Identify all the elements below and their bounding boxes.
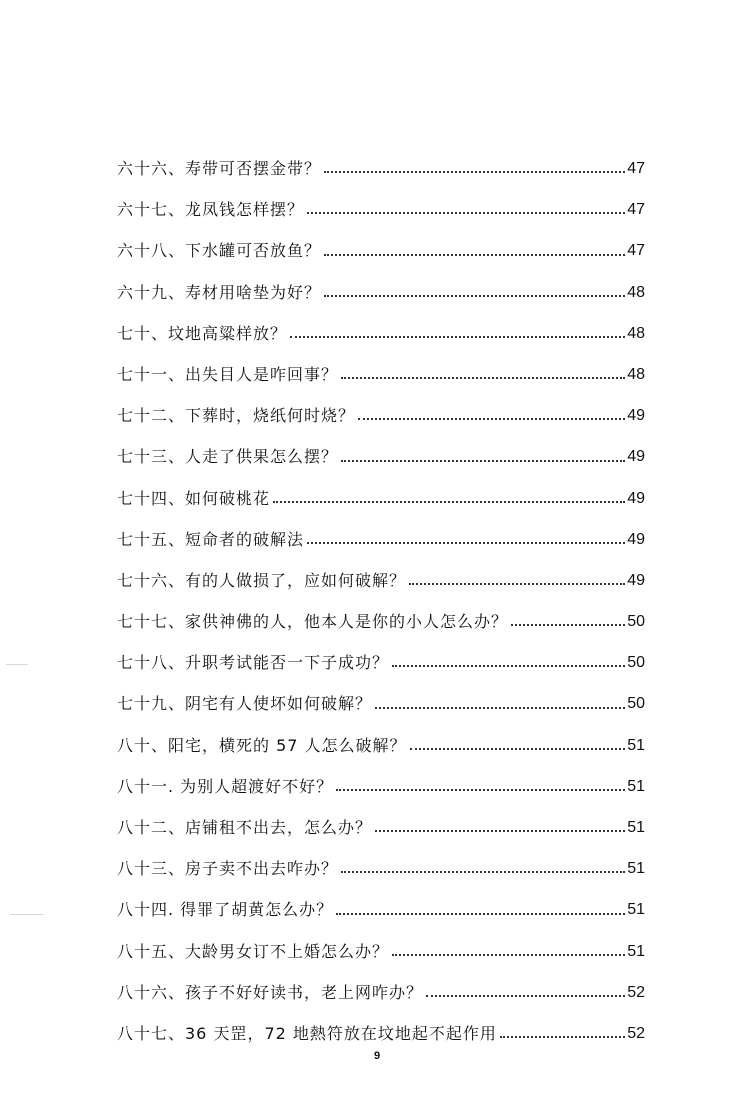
toc-entry-page: 48 [627,324,645,342]
toc-entry-title: 七十一、出失目人是咋回事？ [117,364,339,384]
toc-entry-title: 八十七、36 天罡，72 地熱符放在坟地起不起作用 [117,1023,497,1043]
toc-entry[interactable] [117,425,645,466]
toc-entry-page: 50 [627,654,645,672]
toc-entry[interactable] [117,137,645,178]
toc-entry-title: 八十二、店铺租不出去，怎么办？ [117,818,373,837]
toc-entry-page: 52 [627,1024,645,1042]
toc-entry-title: 八十五、大龄男女订不上婚怎么办？ [117,941,390,961]
dot-leader [336,913,625,915]
toc-entry-title: 六十六、寿带可否摆金带？ [117,159,322,178]
toc-entry[interactable] [117,508,645,549]
dot-leader [375,707,625,709]
toc-entry-title: 六十九、寿材用啥垫为好？ [117,282,322,302]
toc-entry-title: 七十三、人走了供果怎么摆？ [117,447,339,467]
toc-entry-page: 50 [627,613,645,631]
toc-entry-page: 52 [627,983,645,1001]
toc-entry-title: 七十二、下葬时，烧纸何时烧？ [117,406,356,426]
toc-entry[interactable] [117,343,645,384]
toc-entry-title: 七十八、升职考试能否一下子成功？ [117,653,390,673]
toc-entry[interactable] [117,219,645,260]
dot-leader [341,377,625,379]
toc-entry-page: 47 [627,242,645,260]
toc-entry-title: 七十七、家供神佛的人，他本人是你的小人怎么办？ [117,612,509,632]
toc-entry[interactable] [117,672,645,713]
dot-leader [409,583,625,585]
toc-entry[interactable] [117,549,645,590]
toc-entry-page: 49 [627,407,645,425]
dot-leader [273,501,625,503]
scan-mark [6,664,28,665]
toc-entry[interactable] [117,796,645,837]
dot-leader [392,665,625,667]
dot-leader [324,254,625,256]
dot-leader [375,830,625,832]
toc-entry-title: 八十四. 得罪了胡黄怎么办？ [117,900,334,920]
toc-entry[interactable] [117,714,645,755]
toc-entry-title: 七十四、如何破桃花 [117,488,271,508]
toc-entry-page: 49 [627,571,645,589]
toc-entry-page: 51 [627,777,645,795]
toc-entry-title: 八十、阳宅，横死的 57 人怎么破解？ [117,735,407,755]
toc-entry[interactable] [117,178,645,219]
toc-entry-title: 七十五、短命者的破解法 [117,529,305,549]
page-number: 9 [373,1050,381,1062]
toc-entry-page: 47 [627,201,645,219]
toc-entry-page: 47 [627,160,645,177]
toc-entry-title: 七十九、阴宅有人使坏如何破解？ [117,694,373,714]
dot-leader [426,995,625,997]
toc-entry-page: 48 [627,283,645,301]
scan-mark [10,914,44,915]
toc-entry-page: 50 [627,695,645,713]
dot-leader [324,295,625,297]
toc-entry-page: 48 [627,365,645,383]
dot-leader [341,871,625,873]
toc-entry-title: 七十六、有的人做损了，应如何破解？ [117,570,407,590]
dot-leader [500,1036,625,1038]
table-of-contents [117,137,645,1043]
dot-leader [324,171,625,173]
toc-entry-title: 八十三、房子卖不出去咋办？ [117,859,339,879]
dot-leader [307,542,625,544]
toc-entry-page: 51 [627,736,645,754]
toc-entry[interactable] [117,878,645,919]
toc-entry-title: 六十七、龙凤钱怎样摆？ [117,200,305,220]
dot-leader [410,748,626,750]
toc-entry[interactable] [117,837,645,878]
toc-entry-page: 51 [627,901,645,919]
toc-entry-title: 六十八、下水罐可否放鱼？ [117,241,322,261]
toc-entry-title: 八十一. 为别人超渡好不好？ [117,776,334,796]
dot-leader [336,789,625,791]
toc-entry[interactable] [117,920,645,961]
toc-entry[interactable] [117,384,645,425]
toc-entry-page: 51 [627,819,645,836]
dot-leader [307,212,625,214]
dot-leader [511,624,625,626]
toc-entry-title: 七十、坟地高粱样放？ [117,323,288,343]
dot-leader [341,460,625,462]
toc-entry[interactable] [117,302,645,343]
toc-entry[interactable] [117,261,645,302]
toc-entry-page: 49 [627,489,645,507]
toc-entry[interactable] [117,961,645,1002]
toc-entry-page: 51 [627,860,645,878]
toc-entry[interactable] [117,467,645,508]
toc-entry[interactable] [117,755,645,796]
dot-leader [392,954,625,956]
dot-leader [358,418,625,420]
toc-entry[interactable] [117,590,645,631]
dot-leader [290,336,625,338]
toc-entry-page: 49 [627,448,645,466]
toc-entry-page: 51 [627,942,645,960]
toc-entry-title: 八十六、孩子不好好读书，老上网咋办？ [117,982,424,1002]
toc-entry[interactable] [117,1002,645,1043]
toc-entry-page: 49 [627,530,645,548]
toc-entry[interactable] [117,631,645,672]
